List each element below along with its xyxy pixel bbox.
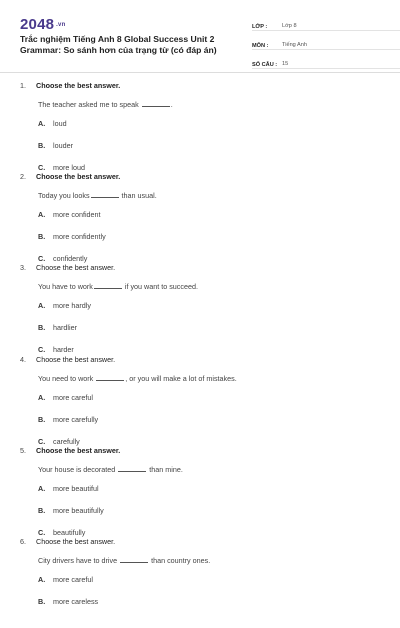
option-letter: A. [38,119,46,128]
answer-option[interactable] [38,437,211,446]
question-number: 3. [20,263,26,273]
option-letter: B. [38,596,46,606]
sentence-before: City drivers have to drive [38,555,120,565]
sentence-after: than usual. [119,191,157,201]
question-number: 1. [20,81,26,90]
answer-blank [142,100,170,107]
option-letter: B. [38,323,46,333]
question-item [20,263,380,354]
sentence-before: You need to work [38,373,96,383]
option-text: more loud [53,163,85,172]
sentence-before: The teacher asked me to speak [38,100,141,109]
question-sentence [38,100,380,109]
logo-suffix: .vn [56,22,66,29]
option-letter: A. [38,574,46,584]
question-prompt: Choose the best answer. [36,445,121,455]
meta-value-subject: Tiếng Anh [282,42,307,48]
answer-option[interactable] [38,323,211,332]
question-header [20,263,380,272]
option-letter: A. [38,392,46,402]
meta-label-count: SỐ CÂU : [252,62,278,68]
answer-option[interactable] [38,484,211,493]
sentence-before: Today you looks [38,191,90,201]
site-logo[interactable] [20,16,65,33]
question-header [20,355,380,364]
answer-option[interactable] [38,575,211,584]
question-item [20,537,380,628]
question-header [20,172,380,181]
question-sentence [38,191,380,200]
answer-blank [120,556,148,563]
option-text: beautifully [53,527,86,537]
answer-options [38,575,380,619]
meta-value-class: Lớp 8 [282,23,297,29]
option-letter: C. [38,345,46,355]
question-sentence [38,556,380,565]
answer-option[interactable] [38,415,211,424]
question-number: 4. [20,354,26,364]
sentence-before: Your house is decorated [38,464,118,474]
option-text: more careful [53,392,93,402]
question-header [20,537,380,546]
meta-label-subject: MÔN : [252,43,269,49]
answer-blank [118,465,146,472]
answer-option[interactable] [38,119,211,128]
option-letter: B. [38,505,46,515]
question-number: 5. [20,445,26,455]
answer-blank [91,191,119,198]
question-header [20,81,380,90]
answer-option[interactable] [38,301,211,310]
option-letter: A. [38,483,46,493]
option-text: confidently [53,254,88,264]
option-letter: C. [38,436,46,446]
answer-option[interactable] [38,393,211,402]
meta-row-subject [252,35,400,50]
question-prompt: Choose the best answer. [36,536,116,546]
question-prompt: Choose the best answer. [36,263,116,273]
answer-option[interactable] [38,506,211,515]
answer-option[interactable] [38,345,211,354]
option-letter: B. [38,141,46,150]
option-text: more careful [53,574,93,584]
option-text: more hardly [53,301,91,311]
question-prompt: Choose the best answer. [36,81,121,90]
option-text: louder [53,141,73,150]
option-text: more beautifully [53,505,104,515]
sentence-after: , or you will make a lot of mistakes. [125,373,237,383]
sentence-after: . [170,100,173,109]
sentence-after: than country ones. [149,555,211,565]
page-header [20,14,380,74]
sentence-before: You have to work [38,282,93,292]
answer-option[interactable] [38,232,211,241]
sentence-after: if you want to succeed. [122,282,198,292]
question-item [20,172,380,263]
answer-blank [96,374,124,381]
option-text: carefully [53,436,80,446]
option-letter: C. [38,163,46,172]
option-letter: A. [38,210,46,220]
meta-row-count [252,54,400,69]
option-letter: C. [38,527,46,537]
question-number: 2. [20,172,26,182]
answer-blank [94,282,122,289]
answer-option[interactable] [38,210,211,219]
question-item [20,81,380,172]
question-prompt: Choose the best answer. [36,354,116,364]
answer-option[interactable] [38,141,211,150]
question-sentence [38,282,380,291]
option-letter: B. [38,232,46,242]
option-text: loud [53,119,67,128]
option-text: more confidently [53,232,106,242]
sentence-after: than mine. [147,464,183,474]
question-sentence [38,374,380,383]
question-item [20,355,380,446]
option-letter: A. [38,301,46,311]
option-text: harder [53,345,74,355]
page-title: Trắc nghiệm Tiếng Anh 8 Global Success Unit 2 Grammar: So sánh hơn của trạng từ (có đáp án) [20,34,217,55]
option-text: more confident [53,210,101,220]
answer-option[interactable] [38,597,211,606]
quiz-meta [252,16,400,73]
answer-option[interactable] [38,163,211,172]
question-list [20,81,380,628]
option-letter: C. [38,254,46,264]
meta-value-count: 15 [282,61,289,67]
option-text: more careless [53,596,99,606]
meta-label-class: LỚP : [252,24,268,30]
answer-option[interactable] [38,528,211,537]
option-text: more beautiful [53,483,99,493]
question-prompt: Choose the best answer. [36,172,121,182]
question-item [20,446,380,537]
question-sentence [38,465,380,474]
option-letter: B. [38,414,46,424]
option-text: hardlier [53,323,77,333]
option-text: more carefully [53,414,99,424]
header-divider [0,72,400,73]
question-header [20,446,380,455]
logo-text: 2048 [20,16,55,33]
question-number: 6. [20,536,26,546]
answer-option[interactable] [38,254,211,263]
meta-row-class [252,16,400,31]
